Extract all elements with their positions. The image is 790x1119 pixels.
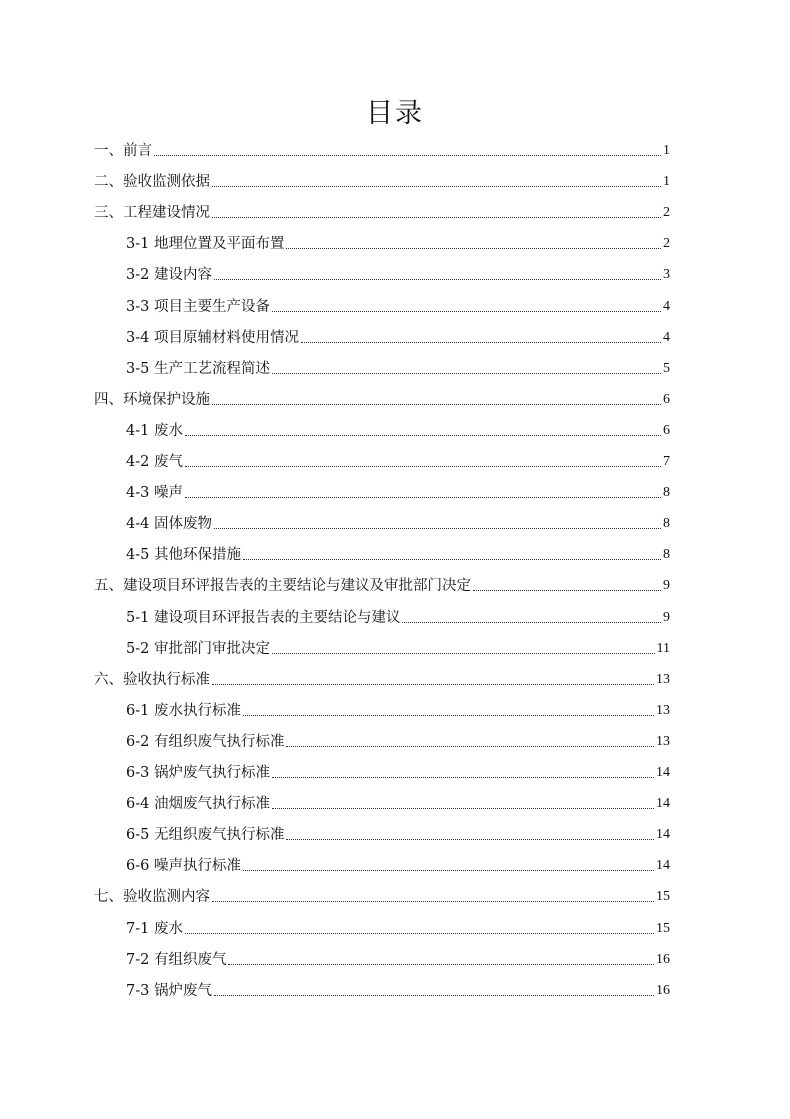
toc-page-number: 13	[656, 671, 670, 687]
toc-entry-section[interactable]	[126, 752, 670, 783]
toc-page-number: 4	[663, 329, 670, 345]
toc-dot-leader	[243, 559, 661, 560]
toc-entry-title: 6-3 锅炉废气执行标准	[126, 765, 270, 781]
toc-entry-title: 五、建设项目环评报告表的主要结论与建议及审批部门决定	[94, 578, 471, 595]
toc-entry-title: 3-4 项目原辅材料使用情况	[126, 329, 299, 346]
toc-page-number: 14	[656, 796, 670, 812]
toc-page-number: 7	[663, 454, 670, 469]
toc-dot-leader	[473, 590, 661, 591]
toc-entry-section[interactable]	[126, 783, 670, 814]
toc-dot-leader	[212, 901, 654, 902]
toc-dot-leader	[185, 466, 661, 467]
toc-entry-section[interactable]	[126, 845, 670, 876]
toc-entry-chapter[interactable]	[94, 565, 670, 596]
toc-entry-section[interactable]	[126, 814, 670, 845]
toc-entry-section[interactable]	[126, 939, 670, 970]
toc-entry-section[interactable]	[126, 970, 670, 1001]
toc-page-number: 3	[663, 267, 670, 283]
toc-dot-leader	[301, 342, 661, 343]
toc-entry-chapter[interactable]	[94, 659, 670, 690]
toc-entry-title: 6-4 油烟废气执行标准	[126, 796, 270, 813]
toc-dot-leader	[214, 995, 654, 996]
toc-entry-title: 4-1 废水	[126, 422, 183, 439]
toc-page-number: 16	[656, 982, 670, 998]
toc-page-number: 6	[663, 391, 670, 407]
toc-entry-chapter[interactable]	[94, 161, 670, 192]
toc-entry-title: 4-5 其他环保措施	[126, 547, 241, 564]
toc-page-number: 1	[663, 143, 670, 158]
toc-entry-title: 3-3 项目主要生产设备	[126, 298, 270, 315]
toc-page-number: 14	[656, 827, 670, 843]
toc-entry-title: 六、验收执行标准	[94, 671, 210, 688]
toc-entry-title: 3-5 生产工艺流程简述	[126, 360, 270, 377]
toc-entry-title: 二、验收监测依据	[94, 174, 210, 191]
toc-entry-chapter[interactable]	[94, 192, 670, 223]
toc-dot-leader	[214, 279, 661, 280]
toc-entry-title: 3-1 地理位置及平面布置	[126, 236, 285, 253]
toc-entry-section[interactable]	[126, 348, 670, 379]
toc-page-number: 14	[656, 858, 670, 874]
toc-entry-title: 4-2 废气	[126, 454, 183, 470]
toc-dot-leader	[185, 933, 654, 934]
toc-entry-section[interactable]	[126, 317, 670, 348]
toc-entry-chapter[interactable]	[94, 876, 670, 907]
toc-entry-section[interactable]	[126, 628, 670, 659]
toc-dot-leader	[402, 622, 661, 623]
toc-dot-leader	[243, 715, 654, 716]
toc-entry-title: 6-2 有组织废气执行标准	[126, 733, 285, 750]
toc-dot-leader	[272, 808, 654, 809]
toc-dot-leader	[212, 404, 661, 405]
toc-entry-title: 5-2 审批部门审批决定	[126, 640, 270, 657]
toc-page-number: 6	[663, 422, 670, 438]
toc-dot-leader	[154, 155, 661, 156]
toc-page-number: 9	[663, 578, 670, 594]
toc-dot-leader	[212, 217, 661, 218]
toc-entry-title: 三、工程建设情况	[94, 205, 210, 222]
toc-entry-section[interactable]	[126, 254, 670, 285]
toc-entry-title: 4-4 固体废物	[126, 516, 212, 533]
toc-entry-section[interactable]	[126, 721, 670, 752]
toc-dot-leader	[272, 777, 654, 778]
toc-page-number: 2	[663, 205, 670, 221]
toc-page-number: 8	[663, 516, 670, 532]
toc-page-number: 13	[656, 702, 670, 718]
toc-dot-leader	[272, 653, 655, 654]
toc-page-number: 14	[656, 765, 670, 780]
toc-entry-title: 4-3 噪声	[126, 485, 183, 502]
toc-entry-title: 5-1 建设项目环评报告表的主要结论与建议	[126, 609, 401, 626]
toc-page-number: 15	[656, 920, 670, 936]
toc-entry-title: 7-3 锅炉废气	[126, 982, 212, 999]
toc-entry-section[interactable]	[126, 286, 670, 317]
toc-entry-title: 3-2 建设内容	[126, 267, 212, 284]
toc-entry-title: 6-1 废水执行标准	[126, 702, 241, 719]
toc-dot-leader	[185, 435, 661, 436]
toc-entry-title: 四、环境保护设施	[94, 391, 210, 408]
toc-page-number: 11	[656, 640, 670, 656]
toc-entry-title: 6-6 噪声执行标准	[126, 858, 241, 875]
toc-dot-leader	[272, 311, 661, 312]
toc-dot-leader	[212, 186, 661, 187]
toc-dot-leader	[212, 684, 654, 685]
toc-entry-section[interactable]	[126, 503, 670, 534]
toc-dot-leader	[228, 964, 654, 965]
toc-entry-section[interactable]	[126, 908, 670, 939]
toc-page-number: 8	[663, 547, 670, 563]
toc-page-number: 9	[663, 609, 670, 625]
toc-page-number: 1	[663, 174, 670, 190]
toc-dot-leader	[286, 839, 654, 840]
toc-dot-leader	[243, 870, 654, 871]
toc-entry-title: 七、验收监测内容	[94, 889, 210, 906]
toc-entry-section[interactable]	[126, 534, 670, 565]
toc-entry-title: 7-1 废水	[126, 920, 183, 937]
toc-entry-section[interactable]	[126, 441, 670, 472]
toc-dot-leader	[185, 497, 661, 498]
toc-page-number: 16	[656, 951, 670, 967]
toc-page-number: 15	[656, 889, 670, 905]
toc-dot-leader	[286, 746, 654, 747]
toc-page-number: 8	[663, 485, 670, 501]
toc-entry-title: 一、前言	[94, 143, 152, 159]
toc-entry-section[interactable]	[126, 410, 670, 441]
toc-entry-title: 7-2 有组织废气	[126, 951, 227, 968]
toc-entry-section[interactable]	[126, 597, 670, 628]
toc-page-number: 4	[663, 298, 670, 314]
toc-entry-section[interactable]	[126, 223, 670, 254]
toc-entry-section[interactable]	[126, 472, 670, 503]
toc-page-number: 13	[656, 733, 670, 749]
toc-page-number: 2	[663, 236, 670, 252]
toc-dot-leader	[286, 248, 661, 249]
toc-entry-chapter[interactable]	[94, 379, 670, 410]
toc-entry-section[interactable]	[126, 690, 670, 721]
toc-page-number: 5	[663, 360, 670, 376]
toc-entry-title: 6-5 无组织废气执行标准	[126, 827, 285, 844]
toc-dot-leader	[214, 528, 661, 529]
page-title: 目录	[366, 98, 424, 129]
toc-entry-chapter[interactable]	[94, 130, 670, 161]
toc-dot-leader	[272, 373, 661, 374]
